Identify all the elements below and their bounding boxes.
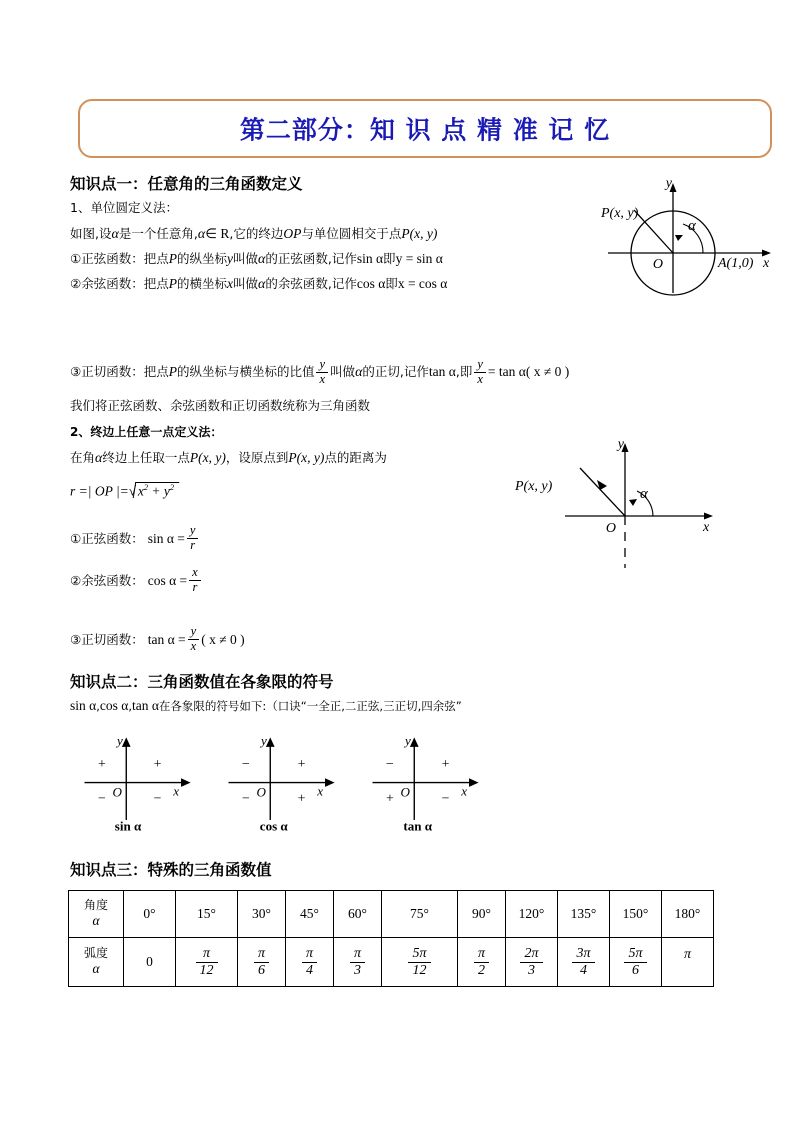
kp1-formula-sin [70,524,200,552]
heading-knowledge-point-3: 知识点三：特殊的三角函数值 [70,861,272,879]
table-cell-degree [176,891,238,938]
sym-Pxy-1: P(x, y) [401,226,438,241]
sign-quadrant-2: − [385,756,394,772]
origin-label: O [400,784,410,800]
radian-fraction [350,946,365,978]
kp1-item-1 [70,252,443,267]
sign-quadrant-1: + [153,756,162,772]
y-axis-label: y [404,733,411,749]
kp1-item2-a: ②余弦函数：把点 [70,276,169,291]
kp2-intro-text: 在各象限的符号如下:（口诀“一全正,二正弦,三正切,四余弦” [158,699,462,713]
y-axis-label: y [617,437,624,452]
kp1-item-3 [70,358,569,386]
frac-den: 12 [408,962,430,979]
table-cell-degree [334,891,382,938]
sign-quadrant-3: − [97,791,106,807]
table-row-degrees [69,891,714,938]
sym-x-1: x [226,276,233,291]
frac-den: 4 [302,962,317,979]
frac-den: x [474,372,486,387]
radian-fraction [254,946,269,978]
x-axis-arrow [181,778,191,787]
table-cell-radian [176,938,238,987]
degree-value: 0° [143,906,156,921]
angle-alpha-label: α [640,486,648,502]
kp1-sub-heading-2: 2、终边上任意一点定义法： [70,425,223,439]
sign-quadrant-1: + [297,756,306,772]
sym-P-1: P [168,251,177,266]
frac-y-over-x-1 [316,358,328,386]
frac-y-over-x-2 [474,358,486,386]
x-axis-label: x [317,783,324,799]
table-cell-degree [662,891,714,938]
kp1-formula-tan [70,625,245,653]
sign-diagram-label: tan α [403,818,433,833]
x-axis-label: x [173,783,180,799]
sign-quadrant-2: − [241,756,250,772]
sign-quadrant-4: − [441,791,450,807]
sym-Pxy-2: P(x, y) [189,450,226,465]
heading-knowledge-point-1: 知识点一：任意角的三角函数定义 [70,175,303,193]
sym-P-3: P [168,364,177,379]
frac-den: r [189,580,201,595]
y-axis-label: y [116,733,123,749]
kp1-item2-c: 叫做 [232,276,258,291]
table-cell-radian [662,938,714,987]
kp1-item2-b: 的横坐标 [176,276,227,291]
kp1-line2-c: ，设原点到 [225,450,289,465]
kp1-item1-e: 即 [383,251,396,266]
frac-den: 3 [520,962,542,979]
sign-quadrant-4: + [297,791,306,807]
degree-value: 150° [622,906,649,921]
eq-x-cos-alpha: x = cos α [397,276,448,291]
sym-P-2: P [168,276,177,291]
frac-num: x [192,565,198,579]
kp1-item3-b: 的纵坐标与横坐标的比值 [176,364,315,379]
kp1-setup-b: 是一个任意角, [118,226,198,241]
point-A-label: A(1,0) [718,256,754,271]
sign-diagram-cos [222,733,362,833]
special-values-table [68,890,714,987]
kp1-item3-a: ③正切函数：把点 [70,364,169,379]
table-cell-degree [506,891,558,938]
kp1-sub-heading-1 [70,202,178,215]
table-row-radians [69,938,714,987]
sign-quadrant-3: + [385,791,394,807]
point-P-label: P(x, y) [601,206,639,221]
frac-num: 5π [628,945,643,961]
frac-den: x [316,372,328,387]
degree-value: 90° [472,906,491,921]
kp1-f3-label: ③正切函数： [70,631,144,647]
sym-tan-alpha-1: tan α [428,364,456,379]
sym-alpha-5: α [355,365,363,380]
x-axis-arrow [704,513,713,520]
table-cell-radian [506,938,558,987]
kp1-f2-label: ②余弦函数： [70,572,144,588]
sym-alpha-2: α [197,227,206,242]
kp1-f1-label: ①正弦函数： [70,530,144,546]
frac-y-over-r [187,524,199,552]
radian-value: π [683,947,691,962]
sign-diagram-label: sin α [114,818,142,833]
y-axis-arrow [410,737,419,747]
kp2-intro-line: sin α,cos α,tan α在各象限的符号如下:（口诀“一全正,二正弦,三正切,四余弦” [70,698,462,713]
frac-num: 2π [524,945,539,961]
table-cell-radian [458,938,506,987]
frac-den: 2 [474,962,489,979]
eq-tan-alpha: = tan α( x ≠ 0 ) [487,364,570,379]
kp1-setup-d: 与单位圆相交于点 [301,226,402,241]
radian-fraction [520,946,542,978]
frac-y-over-x-3 [188,625,200,653]
row-header-degree-sym: α [92,913,100,929]
table-cell-radian [286,938,334,987]
terminal-side [580,468,625,516]
degree-value: 45° [300,906,319,921]
sym-alpha-3: α [258,252,266,267]
frac-num: y [189,523,196,537]
y-axis-arrow [266,737,275,747]
degree-value: 135° [570,906,597,921]
table-cell-degree [558,891,610,938]
sign-diagram-label: cos α [259,818,288,833]
y-axis-arrow [122,737,131,747]
heading-knowledge-point-2: 知识点二：三角函数值在各象限的符号 [70,673,334,691]
radian-fraction [474,946,489,978]
sym-cos-alpha-1: cos α [356,276,386,291]
sign-quadrant-2: + [97,756,106,772]
kp1-line2-d: 点的距离为 [324,450,387,465]
sym-alpha-4: α [258,277,266,292]
frac-num: π [477,945,485,961]
table-cell-radian [238,938,286,987]
origin-label: O [605,521,616,536]
x-axis-label: x [461,783,468,799]
table-cell-radian [124,938,176,987]
kp1-item2-e: 即 [385,276,398,291]
radian-fraction [196,946,218,978]
row-header-degree [69,891,124,938]
kp1-item3-e: ,即 [455,364,473,379]
degree-value: 180° [674,906,701,921]
radian-fraction [408,946,430,978]
sym-alpha-1: α [111,227,119,242]
frac-den: 6 [624,962,646,979]
frac-x-over-r [189,566,201,594]
sym-sin-alpha-1: sin α [356,251,384,266]
frac-num: π [202,945,210,961]
degree-value: 75° [410,906,429,921]
frac-num: π [257,945,265,961]
sign-diagram-sin [78,733,218,833]
degree-value: 30° [252,906,271,921]
kp1-item1-c: 叫做 [232,251,258,266]
radian-fraction [572,946,594,978]
table-cell-degree [610,891,662,938]
sym-y-1: y [226,251,233,266]
row-header-radian [69,938,124,987]
sym-sin-alpha-2: sin α [70,698,97,713]
kp1-item3-d: 的正切,记作 [362,364,429,379]
radian-fraction [624,946,646,978]
angle-arrow [675,235,683,241]
sign-quadrant-4: − [153,791,162,807]
kp1-item-2 [70,277,447,292]
sym-in-R: ∈ R [205,226,230,241]
frac-num: 5π [412,945,427,961]
frac-num: y [190,624,197,638]
table-cell-radian [382,938,458,987]
frac-den: x [188,639,200,654]
degree-value: 120° [518,906,545,921]
origin-label: O [112,784,122,800]
sign-quadrant-3: − [241,791,250,807]
title-banner [78,99,772,158]
frac-num: y [319,357,326,371]
degree-value: 60° [348,906,367,921]
kp1-item2-d: 的余弦函数,记作 [265,276,357,291]
kp1-line2-b: 终边上任取一点 [102,450,190,465]
sym-OP: OP [283,226,302,241]
table-cell-radian [558,938,610,987]
frac-den: 3 [350,962,365,979]
kp1-setup-a: 如图,设 [70,226,112,241]
cos-alpha-eq: cos α = [147,572,188,588]
y-axis-label: y [665,176,672,191]
y-axis-label: y [260,733,267,749]
table-cell-radian [334,938,382,987]
sin-alpha-eq: sin α = [147,530,185,546]
table-cell-degree [286,891,334,938]
table-cell-radian [610,938,662,987]
degree-value: 15° [197,906,216,921]
sqrt-radicand: $x^2 + y^2$ [133,482,180,498]
sym-cos-alpha-2: cos α [99,698,129,713]
kp1-setup-line: 如图,设α是一个任意角,α∈ R,它的终边OP与单位圆相交于点P(x, y) [70,226,438,242]
angle-alpha-label: α [688,218,696,234]
x-axis-label: x [703,520,710,535]
eq-y-sin-alpha: y = sin α [395,251,443,266]
kp1-item1-d: 的正弦函数,记作 [265,251,357,266]
page-title: 第二部分：知 识 点 精 准 记 忆 [239,114,611,144]
row-header-radian-text: 弧度 [83,946,108,961]
table-cell-degree [238,891,286,938]
kp1-item1-a: ①正弦函数：把点 [70,251,169,266]
frac-num: y [477,357,483,371]
frac-den: 6 [254,962,269,979]
row-header-degree-text: 角度 [83,898,108,913]
kp1-item3-c: 叫做 [330,364,356,379]
row-header-radian-sym: α [92,961,100,977]
frac-den: 4 [572,962,594,979]
radian-fraction [302,946,317,978]
angle-arrow [629,499,637,506]
r-formula-lhs: r =| OP |= [70,483,129,499]
frac-num: π [353,945,361,961]
table-cell-degree [382,891,458,938]
kp1-setup-c: 它的终边 [233,226,284,241]
sym-alpha-6: α [95,451,103,466]
x-axis-arrow [325,778,335,787]
sign-quadrant-1: + [441,756,450,772]
x-axis-arrow [469,778,479,787]
frac-den: r [187,538,199,553]
sym-Pxy-3: P(x, y) [288,450,325,465]
kp1-line2-a: 在角 [70,450,96,465]
radian-value: 0 [146,954,153,969]
kp1-formula-cos [70,566,203,594]
origin-label: O [256,784,266,800]
kp1-item1-b: 的纵坐标 [176,251,227,266]
sym-tan-alpha-2: tan α [131,698,159,713]
sqrt-symbol: √ $x^2 + y^2$ [129,482,179,498]
sign-diagram-tan [366,733,506,833]
tan-alpha-eq: tan α = [147,631,186,647]
unit-circle-diagram [575,175,775,300]
kp1-line2 [70,451,387,466]
kp1-summary: 我们将正弦函数、余弦函数和正切函数统称为三角函数 [70,398,371,413]
x-axis-label: x [763,256,770,271]
frac-num: π [305,945,313,961]
origin-label: O [652,257,663,272]
kp1-r-formula [70,482,178,498]
kp1-sub1-text: 1、单位圆定义法： [70,200,178,215]
frac-den: 12 [196,962,218,979]
tan-cond: ( x ≠ 0 ) [201,631,245,647]
point-P-label: P(x, y) [515,479,553,494]
table-cell-degree [124,891,176,938]
frac-num: 3π [576,945,591,961]
terminal-ray-diagram [485,428,735,583]
table-cell-degree [458,891,506,938]
